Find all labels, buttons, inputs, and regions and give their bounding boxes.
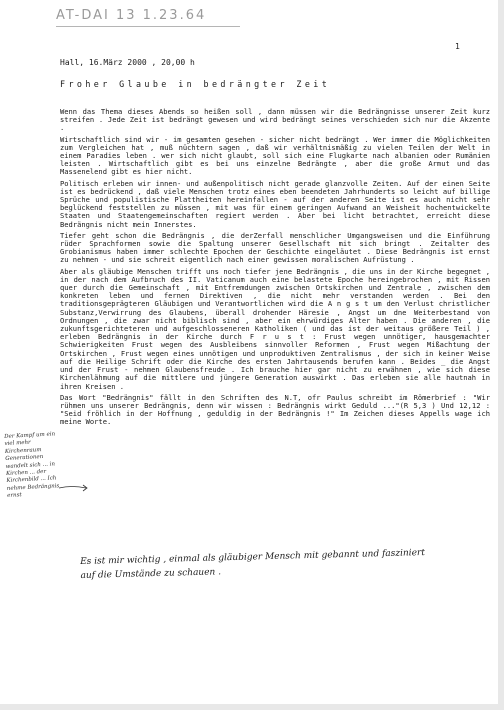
scan-border-right: [498, 0, 504, 710]
paragraph-2: Wirtschaftlich sind wir - im gesamten gesehen - sicher nicht bedrängt . Wer immer die Möglichkeiten zum Vergleichen hat , muß nüchtern sagen , daß wir verhältnismäßig zu vielen Teilen der Welt in einem Paradies leben . wer sich nicht glaubt, soll sich eine Flugkarte nach albanien oder Rumänien leisten . Wirtschaftlich gibt es bei uns einzelne Bedrängte , aber die große Armut und das Massenelend gibt es hier nicht.: [60, 134, 490, 177]
paragraph-1: Wenn das Thema dieses Abends so heißen soll , dann müssen wir die Bedrängnisse unserer Zeit kurz streifen . Jede Zeit ist bedrängt gewesen und wird bedrängt seines verschieden sich nur die Akzente .: [60, 107, 490, 133]
paragraph-4: Tiefer geht schon die Bedrängnis , die derZerfall menschlicher Umgangsweisen und die Einführung rüder Sprachformen sowie die Spaltung unserer Gesellschaft mit sich bringt . Zeitalter des Grobianismus haben immer schlechte Epochen der Geschichte eingeläutet . Diese Bedrängnis ist ernst zu nehmen - und sie schreit eigentlich nach einer gewissen moralischen Aufrüstung .: [60, 230, 490, 265]
document-title: Froher Glaube in bedrängter Zeit: [60, 79, 331, 89]
handwritten-margin-note: Der Kampf um ein viel mehr Kirchenraum Generationen wandelt sich ... in Kirchen ... der Kirchenbild ... Ich nehme Bedrängnis ernst: [4, 431, 60, 500]
body-text: [60, 108, 490, 427]
paragraph-5: Aber als gläubige Menschen trifft uns noch tiefer jene Bedrängnis , die uns in der Kirche begegnet , in der nach dem Aufbruch des II. Vaticanum auch eine belastete Epoche hereingebrochen , mit Rissen quer durch die Gemeinschaft , mit Entfremdungen zwischen Ortskirchen und Zentrale , zwischen dem konkreten leben und fernen Direktiven , die nicht mehr verstanden werden . Bei den traditionsgeprägteren Gläubigen und Verantwortlichen wird die A n g s t um den Verlust christlicher Substanz,Verwirrung des Glaubens, überall drohender Häresie , Angst um dne Weiterbestand von Ordnungen , die zwar nicht biblisch sind , aber ein ehrwürdiges Alter haben . Die anderen , die zukunftsgerichteteren und aufgeschlosseneren Katholiken ( und das ist der weitaus größere Teil ) , erleben Bedrängnis in der Kirche durch F r u s t : Frust wegen unnötiger, hausgemachter Schwierigkeiten Frust wegen des Ausbleibens sinnvoller Reformen , Frust wegen Mißachtung der Ortskirchen , Frust wegen eines unnötigen und unproduktiven Zentralismus , der sich in keiner Weise auf die Heilige Schrift oder die Kirche des ersten Jahrtausends berufen kann . Beides _ die Angst und der Frust - nehmen Glaubensfreude . Ich brauche hier gar nicht zu erwähnen , wie sich diese Kirchenlähmung auf die mittlere und jüngere Generation auswirkt . Das erleben sie alle hautnah in ihren Kreisen .: [60, 266, 490, 391]
page-number: 1: [455, 42, 460, 51]
handwritten-closing-note: Es ist mir wichtig , einmal als gläubiger Mensch mit gebannt und fasziniert auf die Umstände zu schauen .: [80, 547, 426, 581]
paragraph-6: Das Wort "Bedrängnis" fällt in den Schriften des N.T, ofr Paulus schreibt im Römerbrief : "Wir rühmen uns unserer Bedrängnis, denn wir wissen : Bedrängnis wirkt Geduld ..."(R 5,3 ) Und 12,12 : "Seid fröhlich in der Hoffnung , geduldig in der Bedrängnis !" Im Zeichen dieses Appells wage ich meine Worte.: [60, 392, 490, 427]
stamp-underline: [56, 26, 240, 27]
dateline: Hall, 16.März 2000 , 20,00 h: [60, 58, 195, 67]
margin-note-arrow-icon: [58, 483, 90, 493]
archive-stamp: AT-DAI 13 1.23.64: [56, 8, 207, 23]
scan-border-bottom: [0, 704, 504, 710]
paragraph-3: Politisch erleben wir innen- und außenpolitisch nicht gerade glanzvolle Zeiten. Auf der einen Seite ist es bedrückend , daß viele Menschen trotz eines eben beendeten Jahrhunderts so leicht auf billige Sprüche und populistische Plattheiten hereinfallen - auf der anderen Seite ist es auch nicht sehr beglückend feststellen zu müssen , mit was für einem geringen Aufwand an Weisheit hochentwickelte Staaten und Staatengemeinschaften regiert werden . Aber bei licht betrachtet, erreicht diese Bedrängnis nicht mein Innerstes.: [60, 178, 490, 229]
